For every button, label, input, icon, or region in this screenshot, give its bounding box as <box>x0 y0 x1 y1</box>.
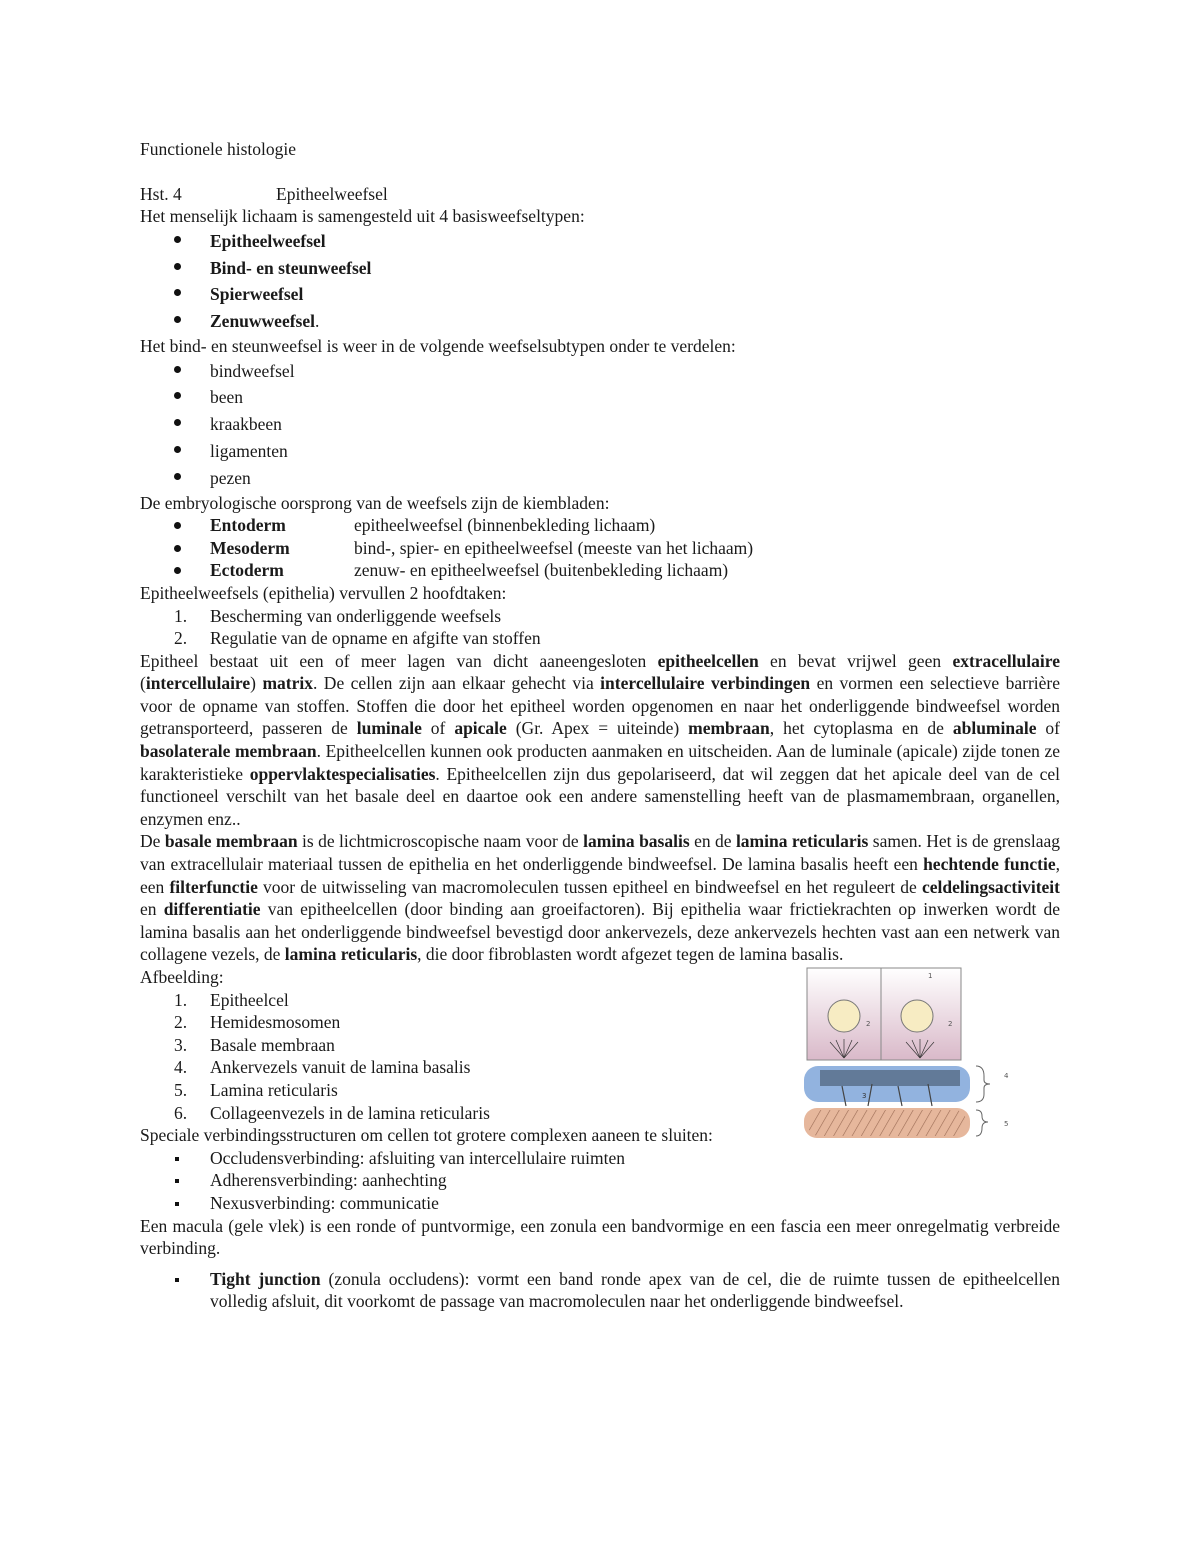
list-item: Nexusverbinding: communicatie <box>140 1192 1060 1215</box>
figure-intro: Afbeelding: <box>140 967 224 988</box>
list-item: 2. Hemidesmosomen <box>174 1012 341 1033</box>
main-task-list <box>140 605 1060 650</box>
junction-list <box>140 1147 1060 1215</box>
basement-membrane-figure <box>802 966 1062 1142</box>
list-item: pezen <box>140 465 1060 492</box>
list-item: bindweefsel <box>140 358 1060 385</box>
list-item: Mesoderm bind-, spier- en epitheelweefsel (meeste van het lichaam) <box>140 537 1060 560</box>
intro-main-tasks: Epitheelweefsels (epithelia) vervullen 2 hoofdtaken: <box>140 582 507 603</box>
list-item: 5. Lamina reticularis <box>174 1079 338 1100</box>
paragraph-macula: Een macula (gele vlek) is een ronde of puntvormige, een zonula een bandvormige en een fascia een meer onregelmatig verbreide verbinding. <box>140 1215 1060 1259</box>
intro-germ-layers: De embryologische oorsprong van de weefsels zijn de kiembladen: <box>140 492 610 513</box>
chapter-heading <box>140 183 1060 206</box>
list-item: been <box>140 384 1060 411</box>
figure-label: 1 <box>928 972 933 981</box>
figure-label: 2 <box>948 1020 953 1029</box>
paragraph-basale-membraan: De basale membraan is de lichtmicroscopische naam voor de lamina basalis en de lamina reticularis samen. Het is de grenslaag van extracellulair materiaal tussen de epithelia en het onderliggende bindweefsel. De lamina basalis heeft een hechtende functie, een filterfunctie voor de uitwisseling van macromoleculen tussen epitheel en bindweefsel en het reguleert de celdelingsactiviteit en differentiatie van epitheelcellen (door binding aan groeifactoren). Bij epithelia waar frictiekrachten op inwerken wordt de lamina basalis aan het onderliggende bindweefsel bevestigd door ankervezels, deze ankervezels hechten vast aan een netwerk van collagene vezels, de lamina reticularis, die door fibroblasten wordt afgezet tegen de lamina basalis. <box>140 831 1061 965</box>
intro-junctions: Speciale verbindingsstructuren om cellen tot grotere complexen aaneen te sluiten: <box>140 1125 713 1146</box>
figure-label: 4 <box>1004 1072 1009 1081</box>
paragraph-epitheel: Epitheel bestaat uit een of meer lagen van dicht aaneengesloten epitheelcellen en bevat vrijwel geen extracellulaire (intercellulaire) matrix. De cellen zijn aan elkaar gehecht via intercellulaire verbindingen en vormen een selectieve barrière voor de opname van stoffen. Stoffen die door het epitheel worden opgenomen en naar het onderliggende bindweefsel worden getransporteerd, passeren de luminale of apicale (Gr. Apex = uiteinde) membraan, het cytoplasma en de abluminale of basolaterale membraan. Epitheelcellen kunnen ook producten aanmaken en uitscheiden. Aan de luminale (apicale) zijde tonen ze karakteristieke oppervlaktespecialisaties. Epitheelcellen zijn dus gepolariseerd, dat wil zeggen dat het apicale deel van de cel functioneel verschilt van het basale deel en daartoe ook een andere samenstelling heeft van de plasmamembraan, organellen, enzymen enz.. <box>140 650 1061 829</box>
list-item: 2. Regulatie van de opname en afgifte van stoffen <box>174 628 541 649</box>
list-item: Tight junction (zonula occludens): vormt een band ronde apex van de cel, die de ruimte tussen de epitheelcellen volledig afsluit, dit voorkomt de passage van macromoleculen naar het onderliggende bindweefsel. <box>140 1268 1060 1313</box>
list-item: kraakbeen <box>140 411 1060 438</box>
document-title: Functionele histologie <box>140 139 297 159</box>
chapter-name: Epitheelweefsel <box>276 183 388 204</box>
figure-label: 5 <box>1004 1120 1009 1129</box>
figure-section <box>140 966 1060 1129</box>
tight-junction-list <box>140 1268 1060 1313</box>
list-item: Occludensverbinding: afsluiting van intercellulaire ruimten <box>140 1147 1060 1170</box>
list-item: 4. Ankervezels vanuit de lamina basalis <box>174 1057 471 1078</box>
list-item: Bind- en steunweefsel <box>140 255 1060 282</box>
tissue-type-list <box>140 228 1060 335</box>
figure-label: 3 <box>862 1092 867 1101</box>
list-item: 1. Epitheelcel <box>174 989 289 1010</box>
subtype-list <box>140 358 1060 492</box>
chapter-number: Hst. 4 <box>140 183 182 204</box>
list-item: Ectoderm zenuw- en epitheelweefsel (buitenbekleding lichaam) <box>140 559 1060 582</box>
figure-label: 2 <box>866 1020 871 1029</box>
list-item: Epitheelweefsel <box>140 228 1060 255</box>
list-item: 6. Collageenvezels in de lamina reticularis <box>174 1102 490 1123</box>
intro-subtypes: Het bind- en steunweefsel is weer in de volgende weefselsubtypen onder te verdelen: <box>140 335 736 356</box>
list-item: Entoderm epitheelweefsel (binnenbekleding lichaam) <box>140 514 1060 537</box>
list-item: ligamenten <box>140 438 1060 465</box>
intro-tissue-types: Het menselijk lichaam is samengesteld uit 4 basisweefseltypen: <box>140 206 585 227</box>
document-page <box>140 138 1060 1313</box>
list-item: Adherensverbinding: aanhechting <box>140 1169 1060 1192</box>
list-item: 3. Basale membraan <box>174 1034 335 1055</box>
germ-layer-list <box>140 514 1060 582</box>
list-item: Zenuwweefsel. <box>140 308 1060 335</box>
list-item: Spierweefsel <box>140 281 1060 308</box>
list-item: 1. Bescherming van onderliggende weefsels <box>174 605 502 626</box>
